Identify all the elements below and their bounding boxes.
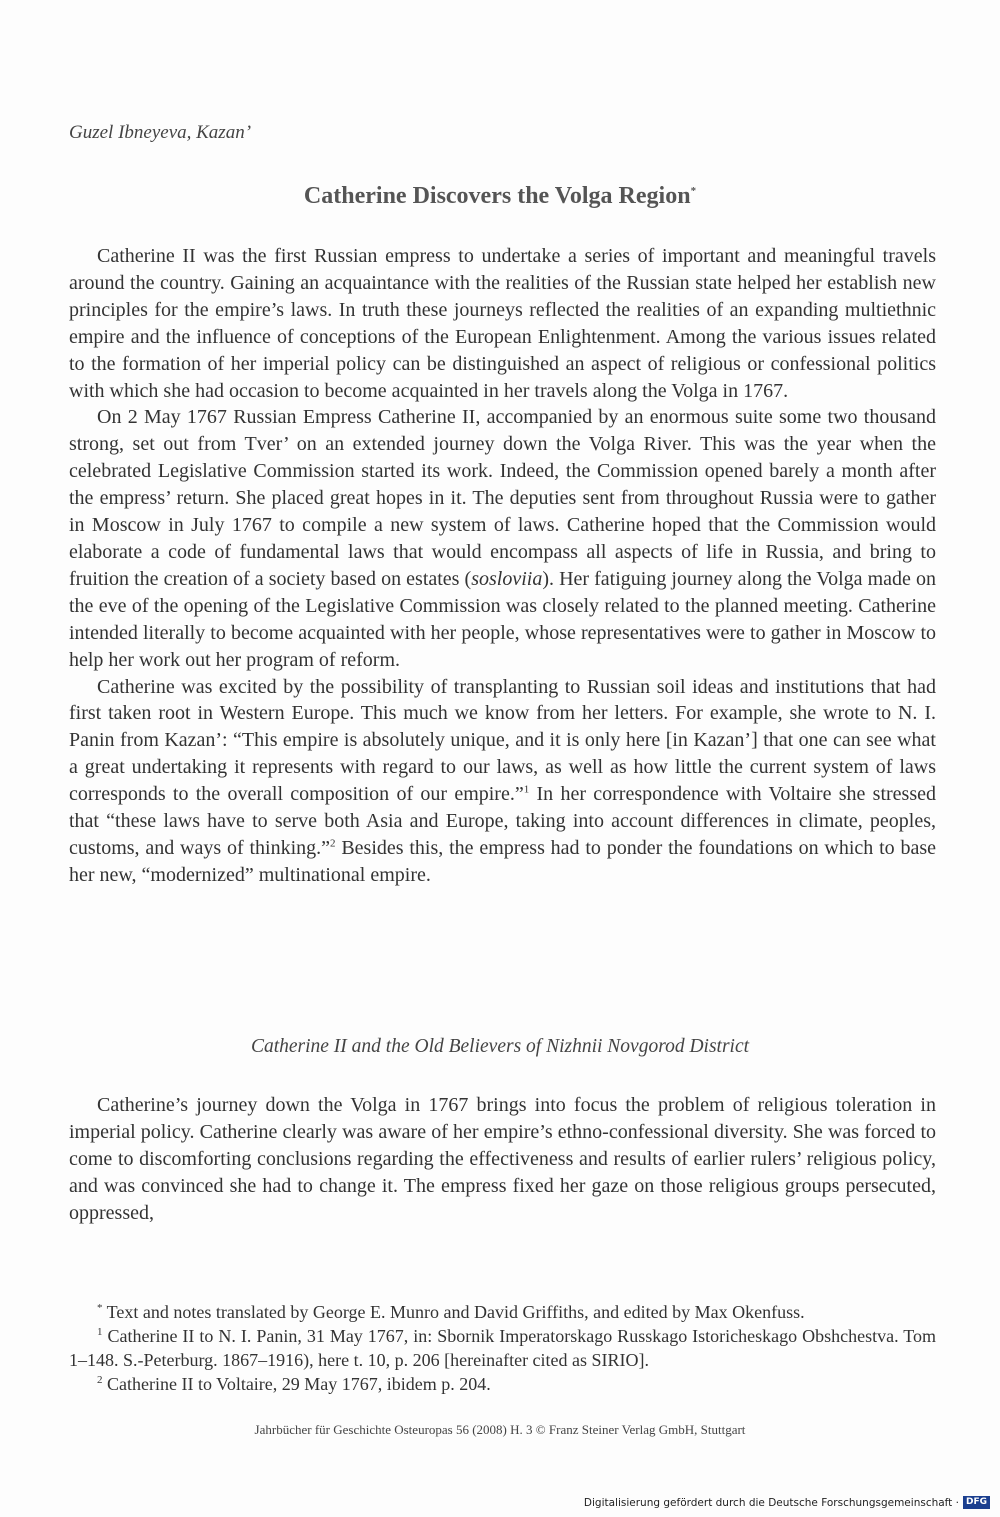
text-run: Catherine’s journey down the Volga in 1767 brings into focus the problem of religious toleration in imperial policy. Catherine clearly was aware of her empire’s ethno-confessional diversity. She was forced to come to discomforting conclusions regarding the effectiveness and results of earlier rulers’ religious policy, and was convinced she had to change it. The empress fixed her gaze on those religious groups persecuted, oppressed, (69, 1094, 936, 1224)
footnote-text: Catherine II to N. I. Panin, 31 May 1767, in: Sbornik Imperatorskago Russkago Istoricheskago Obshchestva. Tom 1–148. S.-Peterburg. 1867–1916), here t. 10, p. 206 [hereinafter cited as SIRIO]. (69, 1326, 936, 1370)
dfg-logo-icon: DFG (963, 1496, 990, 1509)
footnote-text: Text and notes translated by George E. Munro and David Griffiths, and edited by Max Okenfuss. (102, 1302, 805, 1322)
footnote (69, 1324, 936, 1372)
text-run: Besides this, the empress had to ponder the foundations on which to base her new, “modernized” multinational empire. (69, 836, 936, 886)
footnotes (69, 1300, 936, 1396)
section-1-body (69, 243, 936, 889)
text-run: Catherine II was the first Russian empress to undertake a series of important and meaningful travels around the country. Gaining an acquaintance with the realities of the Russian state helped her establish new principles for the empire’s laws. In truth these journeys reflected the realities of an expanding multiethnic empire and the influence of conceptions of the European Enlightenment. Among the various issues related to the formation of her imperial policy can be distinguished an aspect of religious or confessional politics with which she had occasion to become acquainted in her travels along the Volga in 1767. (69, 245, 936, 402)
footnote-mark: 2 (97, 1374, 103, 1386)
footnote (69, 1372, 936, 1396)
text-run: On 2 May 1767 Russian Empress Catherine II, accompanied by an enormous suite some two thousand strong, set out from Tver’ on an extended journey down the Volga River. This was the year when the celebrated Legislative Commission started its work. Indeed, the Commission opened barely a month after the empress’ return. She placed great hopes in it. The deputies sent from throughout Russia were to gather in Moscow in July 1767 to compile a new system of laws. Catherine hoped that the Commission would elaborate a code of fundamental laws that would encompass all aspects of life in Russia, and bring to fruition the creation of a society based on estates ( (69, 406, 936, 590)
digitization-note: Digitalisierung gefördert durch die Deutsche Forschungsgemeinschaft · (583, 1496, 959, 1509)
text-run: Catherine was excited by the possibility of transplanting to Russian soil ideas and institutions that had first taken root in Western Europe. This much we know from her letters. For example, she wrote to N. I. Panin from Kazan’: “This empire is absolutely unique, and it is only here [in Kazan’] that one can see what a great undertaking it represents with regard to our laws, as well as how little the current system of laws corresponds to the overall composition of our empire.” (69, 675, 936, 806)
footnote-mark: 1 (97, 1326, 103, 1338)
article-title (0, 183, 1000, 210)
section-2-body (69, 1092, 936, 1227)
title-footnote-mark: * (690, 185, 697, 197)
paragraph (69, 404, 936, 673)
text-run: In her correspondence with Voltaire she stressed that “these laws have to serve both Asia and Europe, taking into account differences in climate, peoples, customs, and ways of thinking.” (69, 783, 936, 859)
section-heading: Catherine II and the Old Believers of Nizhnii Novgorod District (250, 1036, 750, 1057)
text-run: ). Her fatiguing journey along the Volga made on the eve of the opening of the Legislative Commission was closely related to the planned meeting. Catherine intended literally to become acquainted with her people, whose representatives were to gather in Moscow to help her work out her program of reform. (69, 567, 936, 671)
footnote-reference: 2 (330, 837, 336, 850)
footnote-reference: 1 (523, 783, 530, 796)
title-text: Catherine Discovers the Volga Region (303, 183, 691, 209)
paragraph (69, 1092, 936, 1227)
paragraph (69, 243, 936, 404)
footnote-mark: * (97, 1302, 103, 1314)
author-line: Guzel Ibneyeva, Kazan’ (69, 122, 252, 143)
footnote-text: Catherine II to Voltaire, 29 May 1767, ibidem p. 204. (102, 1374, 491, 1394)
journal-footer: Jahrbücher für Geschichte Osteuropas 56 (2008) H. 3 © Franz Steiner Verlag GmbH, Stuttgart (254, 1422, 746, 1437)
paragraph (69, 674, 936, 889)
footnote (69, 1300, 936, 1324)
digitization-credit (584, 1496, 990, 1509)
text-run: sosloviia (471, 567, 543, 590)
